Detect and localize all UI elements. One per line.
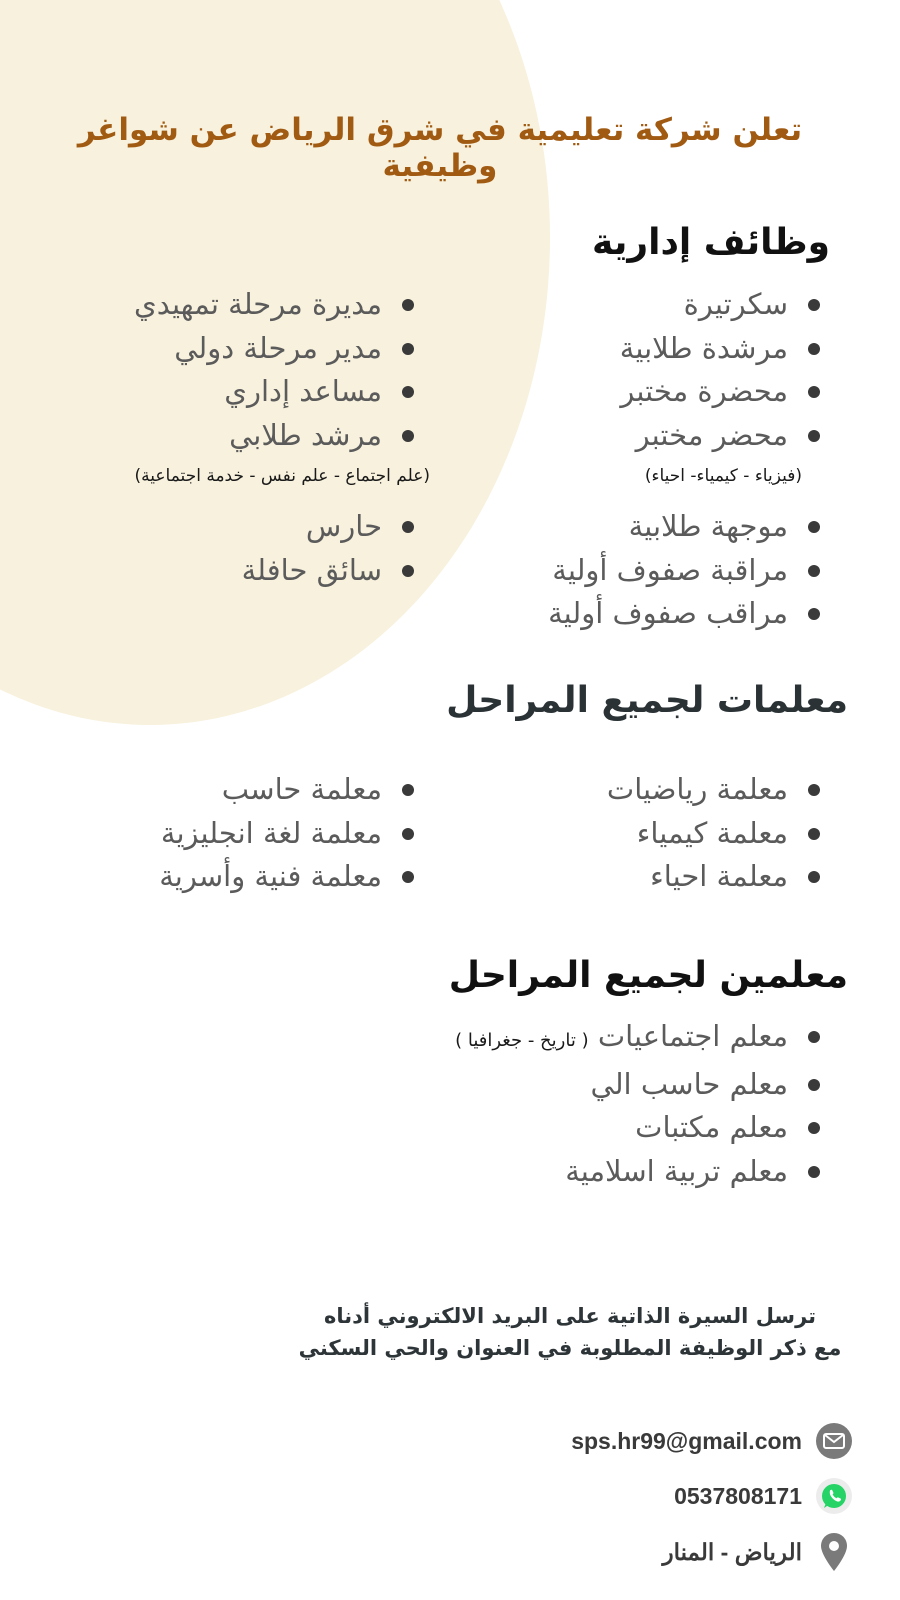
list-note: (علم اجتماع - علم نفس - خدمة اجتماعية) [134,466,430,486]
list-item: مساعد إداري [134,370,418,414]
contact-instructions [290,1300,850,1364]
list-item: مراقبة صفوف أولية [548,549,824,593]
list-item: مديرة مرحلة تمهيدي [134,283,418,327]
bullet-icon [402,565,414,577]
list-item: محضر مختبر [548,414,824,458]
list-item: معلمة لغة انجليزية [159,812,418,856]
bullet-icon [808,1122,820,1134]
bullet-icon [402,299,414,311]
bullet-icon [808,608,820,620]
list-item: مرشدة طلابية [548,327,824,371]
bullet-icon [808,1166,820,1178]
bullet-icon [808,871,820,883]
bullet-icon [402,430,414,442]
bullet-icon [808,784,820,796]
list-item: معلم اجتماعيات ( تاريخ - جغرافيا ) [455,1015,824,1063]
list-item: سكرتيرة [548,283,824,327]
list-item: سائق حافلة [134,549,418,593]
bullet-icon [402,784,414,796]
map-pin-icon [816,1534,852,1570]
list-item: معلم تربية اسلامية [455,1150,824,1194]
contact-phone-row[interactable] [674,1478,852,1514]
bullet-icon [808,386,820,398]
contact-email[interactable]: sps.hr99@gmail.com [571,1427,802,1454]
female-teachers-right [607,768,824,899]
contact-instructions-line1: ترسل السيرة الذاتية على البريد الالكتروني أدناه [323,1304,817,1328]
bullet-icon [808,430,820,442]
bullet-icon [402,386,414,398]
list-item: معلم مكتبات [455,1106,824,1150]
list-item: حارس [134,505,418,549]
list-item: معلمة فنية وأسرية [159,855,418,899]
list-item: مراقب صفوف أولية [548,592,824,636]
list-item: موجهة طلابية [548,505,824,549]
bullet-icon [808,565,820,577]
contact-location-row [663,1534,853,1570]
contact-instructions-line2: مع ذكر الوظيفة المطلوبة في العنوان والحي السكني [298,1336,842,1360]
bullet-icon [808,299,820,311]
list-item: معلمة حاسب [159,768,418,812]
bullet-icon [402,521,414,533]
list-item: معلمة كيمياء [607,812,824,856]
list-item-sub: ( تاريخ - جغرافيا ) [455,1030,589,1051]
bullet-icon [808,521,820,533]
admin-list-left [134,283,430,592]
list-item: مدير مرحلة دولي [134,327,418,371]
whatsapp-icon [816,1478,852,1514]
list-item: محضرة مختبر [548,370,824,414]
male-teachers-title: معلمين لجميع المراحل [448,955,848,996]
list-item: معلمة رياضيات [607,768,824,812]
list-item: معلم حاسب الي [455,1063,824,1107]
bullet-icon [402,871,414,883]
bullet-icon [808,343,820,355]
list-item: معلمة احياء [607,855,824,899]
contact-email-row[interactable] [571,1423,852,1459]
bullet-icon [402,828,414,840]
contact-location: الرياض - المنار [662,1538,802,1565]
page-headline: تعلن شركة تعليمية في شرق الرياض عن شواغر وظيفية [77,112,803,184]
male-teachers-list [455,1015,824,1193]
bullet-icon [808,1031,820,1043]
bullet-icon [402,343,414,355]
admin-section-title: وظائف إدارية [592,222,830,263]
envelope-icon [816,1423,852,1459]
female-teachers-left [159,768,418,899]
bullet-icon [808,828,820,840]
list-note: (فيزياء - كيمياء- احياء) [644,466,802,486]
female-teachers-title: معلمات لجميع المراحل [446,680,848,721]
bullet-icon [808,1079,820,1091]
admin-list-right [548,283,824,636]
list-item: مرشد طلابي [134,414,418,458]
contact-phone[interactable]: 0537808171 [674,1482,802,1509]
